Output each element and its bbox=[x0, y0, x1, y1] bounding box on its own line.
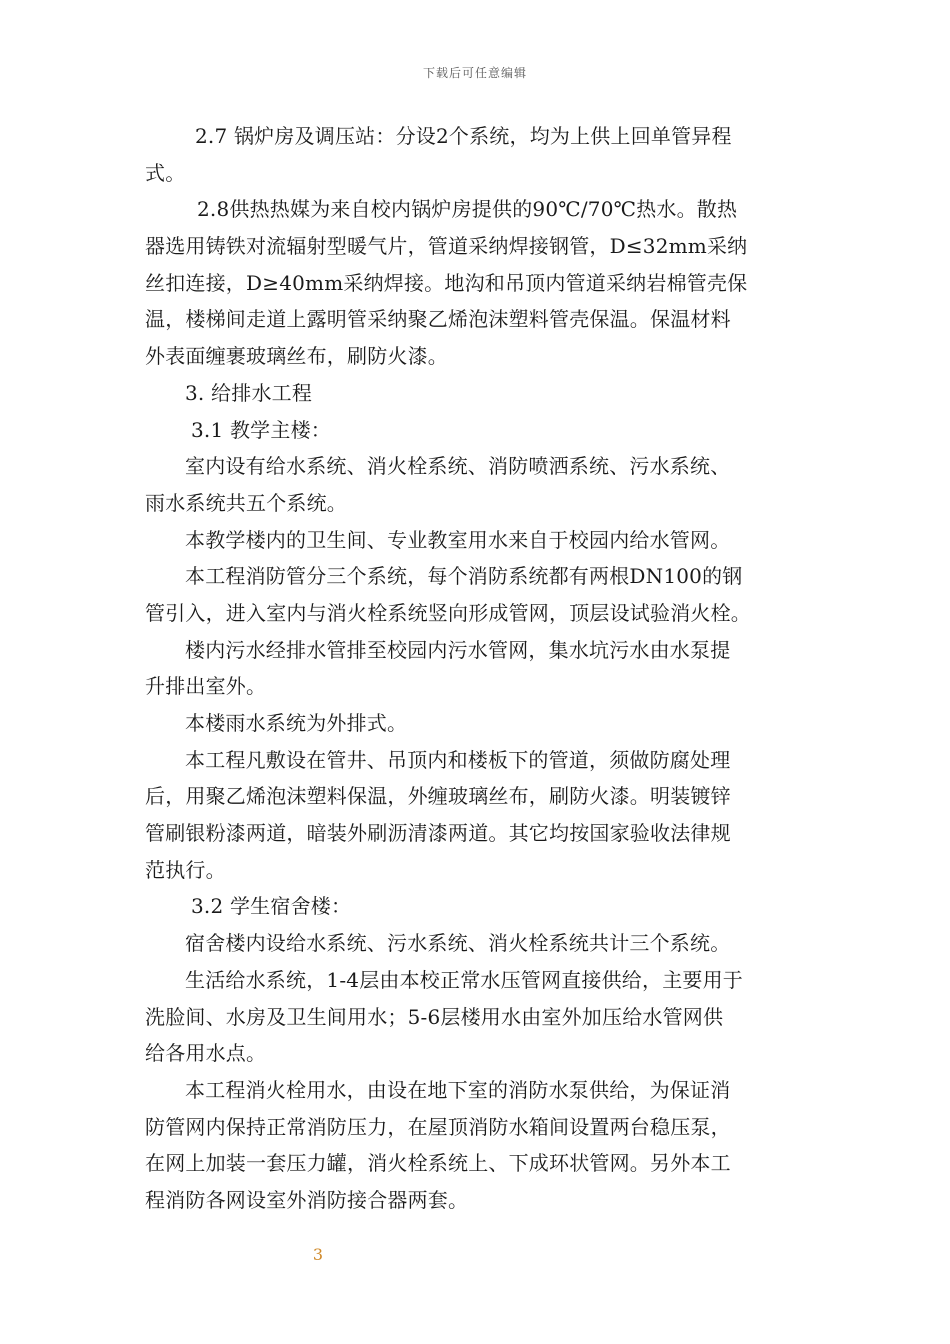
paragraph-line: 外表面缠裹玻璃丝布，刷防火漆。 bbox=[145, 344, 448, 369]
paragraph-line: 式。 bbox=[145, 160, 186, 185]
paragraph-line: 本工程凡敷设在管井、吊顶内和楼板下的管道，须做防腐处理 bbox=[185, 747, 731, 772]
paragraph-line: 在网上加装一套压力罐，消火栓系统上、下成环状管网。另外本工 bbox=[145, 1151, 731, 1176]
paragraph-line: 后，用聚乙烯泡沫塑料保温，外缠玻璃丝布，刷防火漆。明装镀锌 bbox=[145, 784, 731, 809]
paragraph-line: 室内设有给水系统、消火栓系统、消防喷洒系统、污水系统、 bbox=[185, 454, 731, 479]
paragraph-line: 器选用铸铁对流辐射型暖气片，管道采纳焊接钢管，D≤32mm采纳 bbox=[145, 234, 748, 259]
paragraph-line: 雨水系统共五个系统。 bbox=[145, 490, 347, 515]
page-number: 3 bbox=[312, 1245, 324, 1264]
paragraph-line: 温，楼梯间走道上露明管采纳聚乙烯泡沫塑料管壳保温。保温材料 bbox=[145, 307, 731, 332]
paragraph-line: 本工程消火栓用水，由设在地下室的消防水泵供给，为保证消 bbox=[185, 1077, 731, 1102]
paragraph-line: 给各用水点。 bbox=[145, 1041, 267, 1066]
paragraph-line: 本教学楼内的卫生间、专业教室用水来自于校园内给水管网。 bbox=[185, 527, 731, 552]
paragraph-line: 宿舍楼内设给水系统、污水系统、消火栓系统共计三个系统。 bbox=[185, 931, 731, 956]
paragraph-line: 2.8供热热媒为来自校内锅炉房提供的90℃/70℃热水。散热 bbox=[197, 197, 738, 222]
paragraph-line: 防管网内保持正常消防压力，在屋顶消防水箱间设置两台稳压泵， bbox=[145, 1114, 731, 1139]
paragraph-line: 程消防各网设室外消防接合器两套。 bbox=[145, 1187, 469, 1212]
paragraph-line: 丝扣连接，D≥40mm采纳焊接。地沟和吊顶内管道采纳岩棉管壳保 bbox=[145, 270, 748, 295]
paragraph-line: 升排出室外。 bbox=[145, 674, 267, 699]
subsection-heading: 3.1 教学主楼： bbox=[191, 417, 331, 442]
paragraph-line: 生活给水系统，1-4层由本校正常水压管网直接供给，主要用于 bbox=[185, 967, 744, 992]
paragraph-line: 管刷银粉漆两道，暗装外刷沥清漆两道。其它均按国家验收法律规 bbox=[145, 821, 731, 846]
paragraph-line: 范执行。 bbox=[145, 857, 226, 882]
subsection-heading: 3.2 学生宿舍楼： bbox=[191, 894, 352, 919]
body-text bbox=[145, 118, 810, 1219]
paragraph-line: 管引入，进入室内与消火栓系统竖向形成管网，顶层设试验消火栓。 bbox=[145, 600, 751, 625]
header-note: 下载后可任意编辑 bbox=[422, 66, 527, 80]
paragraph-line: 2.7 锅炉房及调压站：分设2个系统，均为上供上回单管异程 bbox=[195, 124, 732, 148]
paragraph-line: 楼内污水经排水管排至校园内污水管网，集水坑污水由水泵提 bbox=[185, 637, 731, 662]
section-heading: 3. 给排水工程 bbox=[185, 380, 313, 405]
paragraph-line: 本楼雨水系统为外排式。 bbox=[185, 711, 408, 735]
paragraph-line: 本工程消防管分三个系统，每个消防系统都有两根DN100的钢 bbox=[185, 564, 743, 589]
paragraph-line: 洗脸间、水房及卫生间用水；5-6层楼用水由室外加压给水管网供 bbox=[145, 1004, 724, 1029]
